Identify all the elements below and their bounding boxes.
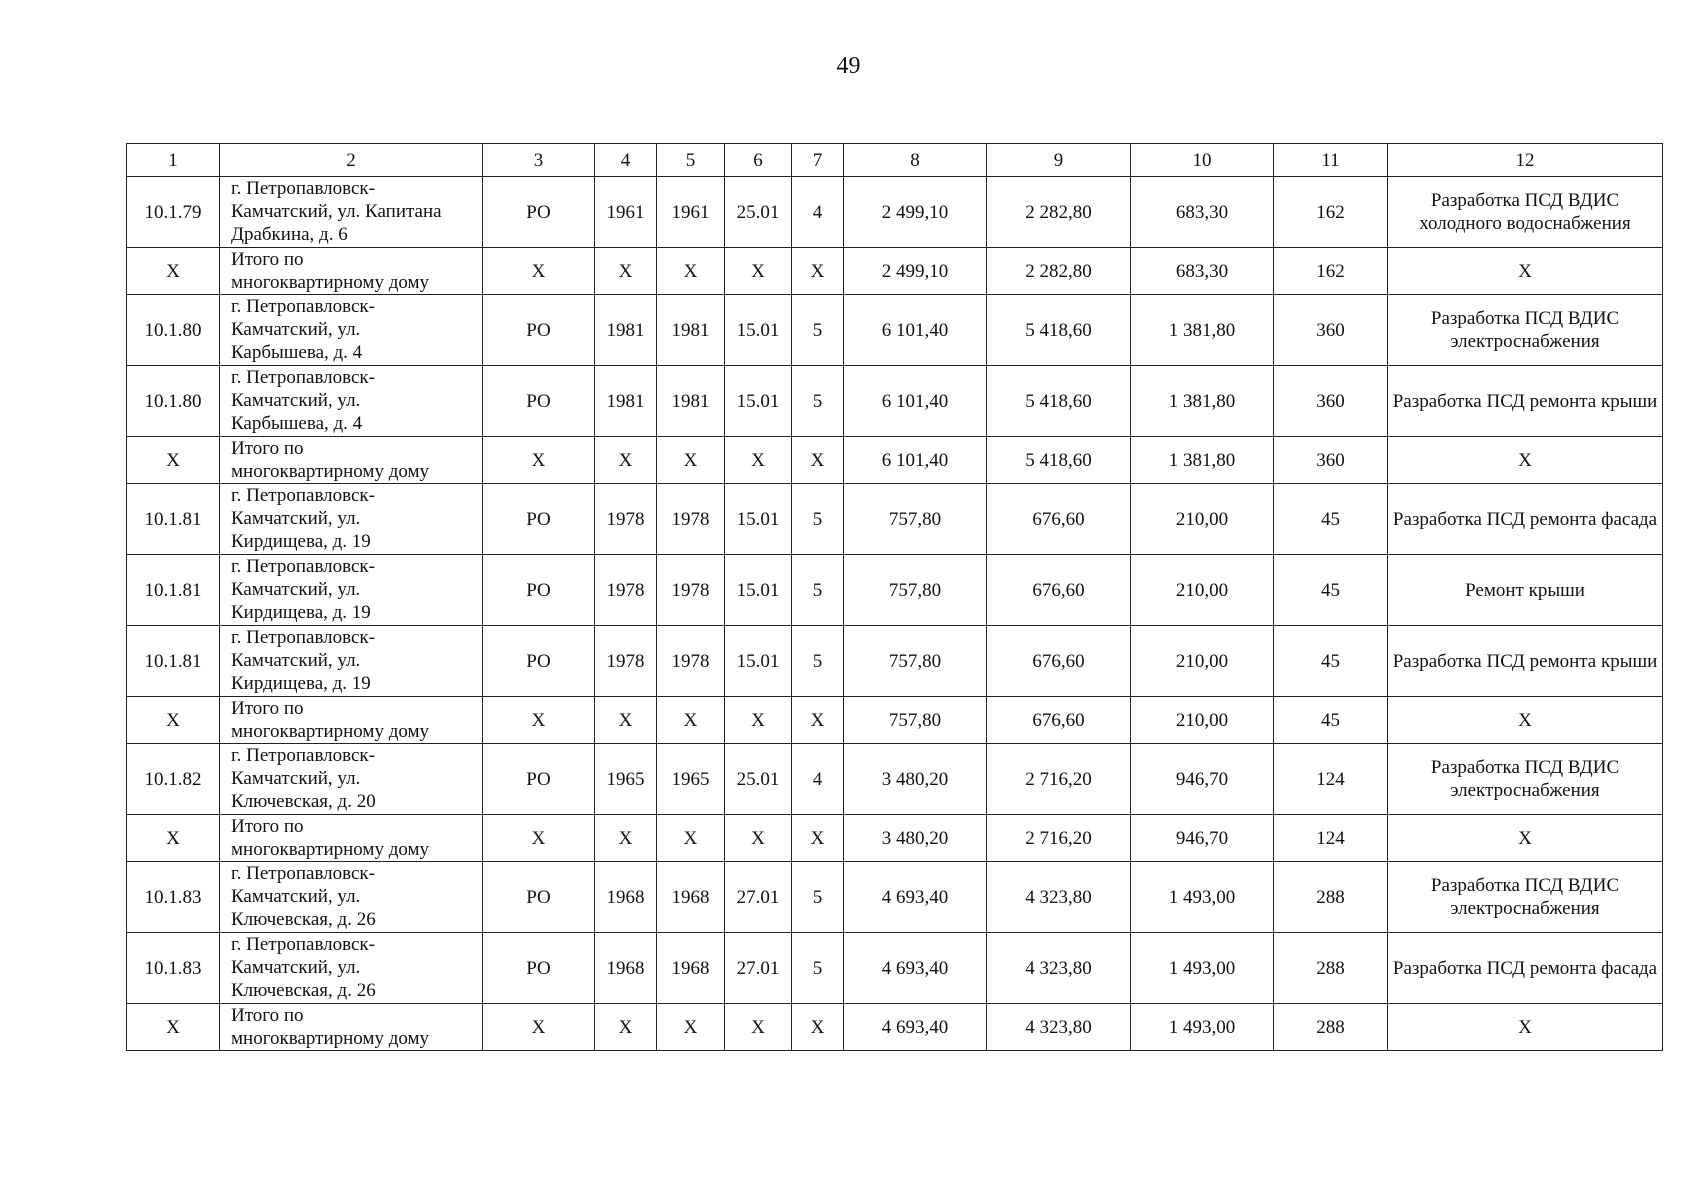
item-number-cell: Х <box>127 1004 220 1051</box>
method-cell: Х <box>483 815 595 862</box>
total-area-cell: 6 101,40 <box>844 366 987 437</box>
table-row <box>127 484 1663 555</box>
column-number-row <box>127 144 1663 177</box>
build-year-cell: 1965 <box>595 744 657 815</box>
subtotal-row <box>127 248 1663 295</box>
living-area-cell: 2 716,20 <box>987 744 1131 815</box>
build-year-cell: 1978 <box>595 555 657 626</box>
address-line: г. Петропавловск- <box>231 296 375 317</box>
address-line: Карбышева, д. 4 <box>231 342 363 363</box>
build-year-cell: 1968 <box>595 933 657 1004</box>
method-cell: РО <box>483 555 595 626</box>
address-line: г. Петропавловск- <box>231 863 375 884</box>
method-cell: РО <box>483 177 595 248</box>
living-area-cell: 5 418,60 <box>987 437 1131 484</box>
residents-cell: 288 <box>1274 933 1388 1004</box>
wall-material-cell: Х <box>725 248 792 295</box>
nonliving-area-cell: 210,00 <box>1131 626 1274 697</box>
method-cell: РО <box>483 862 595 933</box>
commission-year-cell: 1968 <box>657 862 725 933</box>
floors-cell: 5 <box>792 862 844 933</box>
nonliving-area-cell: 1 381,80 <box>1131 437 1274 484</box>
commission-year-cell: 1978 <box>657 484 725 555</box>
build-year-cell: 1978 <box>595 626 657 697</box>
wall-material-cell: Х <box>725 1004 792 1051</box>
subtotal-row <box>127 697 1663 744</box>
floors-cell: Х <box>792 697 844 744</box>
nonliving-area-cell: 946,70 <box>1131 744 1274 815</box>
address-line: Камчатский, ул. Капитана <box>231 201 442 222</box>
address-cell <box>220 815 483 862</box>
address-cell <box>220 484 483 555</box>
wall-material-cell: Х <box>725 815 792 862</box>
address-cell <box>220 744 483 815</box>
commission-year-cell: Х <box>657 437 725 484</box>
work-type-cell: Ремонт крыши <box>1388 555 1663 626</box>
build-year-cell: Х <box>595 437 657 484</box>
address-cell <box>220 933 483 1004</box>
nonliving-area-cell: 683,30 <box>1131 248 1274 295</box>
floors-cell: 5 <box>792 555 844 626</box>
commission-year-cell: Х <box>657 697 725 744</box>
living-area-cell: 4 323,80 <box>987 1004 1131 1051</box>
total-area-cell: 6 101,40 <box>844 295 987 366</box>
work-type-cell: Разработка ПСД ремонта фасада <box>1388 484 1663 555</box>
address-cell <box>220 248 483 295</box>
build-year-cell: 1968 <box>595 862 657 933</box>
item-number-cell: 10.1.83 <box>127 933 220 1004</box>
method-cell: РО <box>483 626 595 697</box>
residents-cell: 45 <box>1274 555 1388 626</box>
method-cell: Х <box>483 248 595 295</box>
table-row <box>127 177 1663 248</box>
wall-material-cell: 27.01 <box>725 862 792 933</box>
address-line: Камчатский, ул. <box>231 390 361 411</box>
work-type-cell: Разработка ПСД ремонта крыши <box>1388 626 1663 697</box>
table-row <box>127 366 1663 437</box>
residents-cell: 162 <box>1274 177 1388 248</box>
floors-cell: 5 <box>792 484 844 555</box>
method-cell: РО <box>483 933 595 1004</box>
nonliving-area-cell: 1 493,00 <box>1131 862 1274 933</box>
floors-cell: 5 <box>792 626 844 697</box>
table-row <box>127 555 1663 626</box>
build-year-cell: 1961 <box>595 177 657 248</box>
item-number-cell: 10.1.80 <box>127 295 220 366</box>
address-line: Камчатский, ул. <box>231 579 361 600</box>
address-line: Камчатский, ул. <box>231 768 361 789</box>
build-year-cell: 1978 <box>595 484 657 555</box>
table-row <box>127 744 1663 815</box>
living-area-cell: 2 716,20 <box>987 815 1131 862</box>
column-number: 6 <box>725 144 792 177</box>
address-line: многоквартирному дому <box>231 461 430 482</box>
method-cell: РО <box>483 744 595 815</box>
address-cell <box>220 1004 483 1051</box>
living-area-cell: 676,60 <box>987 626 1131 697</box>
wall-material-cell: 15.01 <box>725 295 792 366</box>
table-row <box>127 626 1663 697</box>
work-type-cell: Разработка ПСД ВДИС электроснабжения <box>1388 744 1663 815</box>
address-line: Итого по <box>231 438 304 459</box>
nonliving-area-cell: 946,70 <box>1131 815 1274 862</box>
total-area-cell: 2 499,10 <box>844 248 987 295</box>
address-line: Итого по <box>231 249 304 270</box>
address-cell <box>220 862 483 933</box>
wall-material-cell: Х <box>725 437 792 484</box>
residents-cell: 45 <box>1274 697 1388 744</box>
item-number-cell: 10.1.82 <box>127 744 220 815</box>
address-line: Итого по <box>231 1005 304 1026</box>
column-number: 8 <box>844 144 987 177</box>
living-area-cell: 2 282,80 <box>987 177 1131 248</box>
address-line: г. Петропавловск- <box>231 627 375 648</box>
table-row <box>127 295 1663 366</box>
residents-cell: 124 <box>1274 815 1388 862</box>
subtotal-row <box>127 437 1663 484</box>
column-number: 9 <box>987 144 1131 177</box>
method-cell: Х <box>483 697 595 744</box>
nonliving-area-cell: 1 493,00 <box>1131 933 1274 1004</box>
address-line: Камчатский, ул. <box>231 508 361 529</box>
address-line: Ключевская, д. 26 <box>231 909 376 930</box>
address-line: г. Петропавловск- <box>231 485 375 506</box>
wall-material-cell: 15.01 <box>725 555 792 626</box>
nonliving-area-cell: 683,30 <box>1131 177 1274 248</box>
wall-material-cell: 15.01 <box>725 484 792 555</box>
total-area-cell: 6 101,40 <box>844 437 987 484</box>
wall-material-cell: 15.01 <box>725 366 792 437</box>
address-line: Камчатский, ул. <box>231 886 361 907</box>
column-number: 12 <box>1388 144 1663 177</box>
build-year-cell: Х <box>595 815 657 862</box>
column-number: 3 <box>483 144 595 177</box>
floors-cell: 5 <box>792 366 844 437</box>
total-area-cell: 757,80 <box>844 484 987 555</box>
living-area-cell: 4 323,80 <box>987 933 1131 1004</box>
address-cell <box>220 177 483 248</box>
nonliving-area-cell: 210,00 <box>1131 555 1274 626</box>
living-area-cell: 5 418,60 <box>987 366 1131 437</box>
living-area-cell: 2 282,80 <box>987 248 1131 295</box>
work-type-cell: Х <box>1388 248 1663 295</box>
wall-material-cell: 15.01 <box>725 626 792 697</box>
address-line: Ключевская, д. 26 <box>231 980 376 1001</box>
address-cell <box>220 437 483 484</box>
build-year-cell: Х <box>595 248 657 295</box>
living-area-cell: 4 323,80 <box>987 862 1131 933</box>
item-number-cell: 10.1.83 <box>127 862 220 933</box>
subtotal-row <box>127 1004 1663 1051</box>
commission-year-cell: 1961 <box>657 177 725 248</box>
address-cell <box>220 555 483 626</box>
address-line: г. Петропавловск- <box>231 934 375 955</box>
total-area-cell: 4 693,40 <box>844 933 987 1004</box>
residents-cell: 360 <box>1274 437 1388 484</box>
living-area-cell: 676,60 <box>987 555 1131 626</box>
work-type-cell: Х <box>1388 1004 1663 1051</box>
address-line: г. Петропавловск- <box>231 745 375 766</box>
build-year-cell: Х <box>595 1004 657 1051</box>
commission-year-cell: 1981 <box>657 295 725 366</box>
total-area-cell: 757,80 <box>844 555 987 626</box>
commission-year-cell: 1965 <box>657 744 725 815</box>
address-cell <box>220 366 483 437</box>
address-line: Камчатский, ул. <box>231 957 361 978</box>
item-number-cell: Х <box>127 697 220 744</box>
build-year-cell: Х <box>595 697 657 744</box>
work-type-cell: Разработка ПСД ремонта крыши <box>1388 366 1663 437</box>
address-line: г. Петропавловск- <box>231 178 375 199</box>
residents-cell: 45 <box>1274 484 1388 555</box>
commission-year-cell: Х <box>657 815 725 862</box>
total-area-cell: 2 499,10 <box>844 177 987 248</box>
column-number: 7 <box>792 144 844 177</box>
item-number-cell: 10.1.81 <box>127 555 220 626</box>
method-cell: Х <box>483 437 595 484</box>
living-area-cell: 5 418,60 <box>987 295 1131 366</box>
method-cell: РО <box>483 484 595 555</box>
address-line: Кирдищева, д. 19 <box>231 531 371 552</box>
floors-cell: Х <box>792 1004 844 1051</box>
total-area-cell: 4 693,40 <box>844 1004 987 1051</box>
floors-cell: Х <box>792 815 844 862</box>
living-area-cell: 676,60 <box>987 484 1131 555</box>
nonliving-area-cell: 1 381,80 <box>1131 295 1274 366</box>
item-number-cell: 10.1.80 <box>127 366 220 437</box>
nonliving-area-cell: 210,00 <box>1131 697 1274 744</box>
residents-cell: 124 <box>1274 744 1388 815</box>
commission-year-cell: Х <box>657 248 725 295</box>
column-number: 1 <box>127 144 220 177</box>
address-line: многоквартирному дому <box>231 272 430 293</box>
column-number: 2 <box>220 144 483 177</box>
nonliving-area-cell: 1 381,80 <box>1131 366 1274 437</box>
wall-material-cell: 27.01 <box>725 933 792 1004</box>
total-area-cell: 4 693,40 <box>844 862 987 933</box>
floors-cell: 4 <box>792 177 844 248</box>
wall-material-cell: 25.01 <box>725 177 792 248</box>
item-number-cell: Х <box>127 248 220 295</box>
nonliving-area-cell: 210,00 <box>1131 484 1274 555</box>
address-line: Камчатский, ул. <box>231 650 361 671</box>
commission-year-cell: 1968 <box>657 933 725 1004</box>
address-line: Кирдищева, д. 19 <box>231 673 371 694</box>
address-line: многоквартирному дому <box>231 721 430 742</box>
repair-program-table <box>126 143 1663 1051</box>
commission-year-cell: 1978 <box>657 555 725 626</box>
address-line: многоквартирному дому <box>231 839 430 860</box>
method-cell: РО <box>483 295 595 366</box>
commission-year-cell: 1981 <box>657 366 725 437</box>
residents-cell: 288 <box>1274 862 1388 933</box>
build-year-cell: 1981 <box>595 295 657 366</box>
work-type-cell: Х <box>1388 815 1663 862</box>
build-year-cell: 1981 <box>595 366 657 437</box>
residents-cell: 288 <box>1274 1004 1388 1051</box>
method-cell: Х <box>483 1004 595 1051</box>
work-type-cell: Х <box>1388 697 1663 744</box>
floors-cell: Х <box>792 437 844 484</box>
address-line: г. Петропавловск- <box>231 556 375 577</box>
residents-cell: 360 <box>1274 295 1388 366</box>
floors-cell: 5 <box>792 933 844 1004</box>
residents-cell: 162 <box>1274 248 1388 295</box>
address-line: Ключевская, д. 20 <box>231 791 376 812</box>
address-line: Кирдищева, д. 19 <box>231 602 371 623</box>
item-number-cell: Х <box>127 437 220 484</box>
wall-material-cell: Х <box>725 697 792 744</box>
work-type-cell: Разработка ПСД ВДИС электроснабжения <box>1388 295 1663 366</box>
address-cell <box>220 626 483 697</box>
floors-cell: 5 <box>792 295 844 366</box>
address-line: Камчатский, ул. <box>231 319 361 340</box>
commission-year-cell: 1978 <box>657 626 725 697</box>
address-line: Итого по <box>231 698 304 719</box>
total-area-cell: 757,80 <box>844 626 987 697</box>
address-line: Итого по <box>231 816 304 837</box>
work-type-cell: Разработка ПСД ремонта фасада <box>1388 933 1663 1004</box>
column-number: 10 <box>1131 144 1274 177</box>
floors-cell: Х <box>792 248 844 295</box>
address-cell <box>220 697 483 744</box>
residents-cell: 360 <box>1274 366 1388 437</box>
item-number-cell: Х <box>127 815 220 862</box>
work-type-cell: Разработка ПСД ВДИС холодного водоснабжения <box>1388 177 1663 248</box>
table-row <box>127 862 1663 933</box>
residents-cell: 45 <box>1274 626 1388 697</box>
column-number: 11 <box>1274 144 1388 177</box>
item-number-cell: 10.1.81 <box>127 484 220 555</box>
total-area-cell: 3 480,20 <box>844 815 987 862</box>
nonliving-area-cell: 1 493,00 <box>1131 1004 1274 1051</box>
address-line: г. Петропавловск- <box>231 367 375 388</box>
work-type-cell: Х <box>1388 437 1663 484</box>
commission-year-cell: Х <box>657 1004 725 1051</box>
address-line: Драбкина, д. 6 <box>231 224 348 245</box>
item-number-cell: 10.1.81 <box>127 626 220 697</box>
page-number: 49 <box>836 53 861 79</box>
item-number-cell: 10.1.79 <box>127 177 220 248</box>
column-number: 4 <box>595 144 657 177</box>
address-line: многоквартирному дому <box>231 1028 430 1049</box>
table-row <box>127 933 1663 1004</box>
method-cell: РО <box>483 366 595 437</box>
wall-material-cell: 25.01 <box>725 744 792 815</box>
subtotal-row <box>127 815 1663 862</box>
living-area-cell: 676,60 <box>987 697 1131 744</box>
address-line: Карбышева, д. 4 <box>231 413 363 434</box>
address-cell <box>220 295 483 366</box>
work-type-cell: Разработка ПСД ВДИС электроснабжения <box>1388 862 1663 933</box>
column-number: 5 <box>657 144 725 177</box>
floors-cell: 4 <box>792 744 844 815</box>
total-area-cell: 757,80 <box>844 697 987 744</box>
total-area-cell: 3 480,20 <box>844 744 987 815</box>
